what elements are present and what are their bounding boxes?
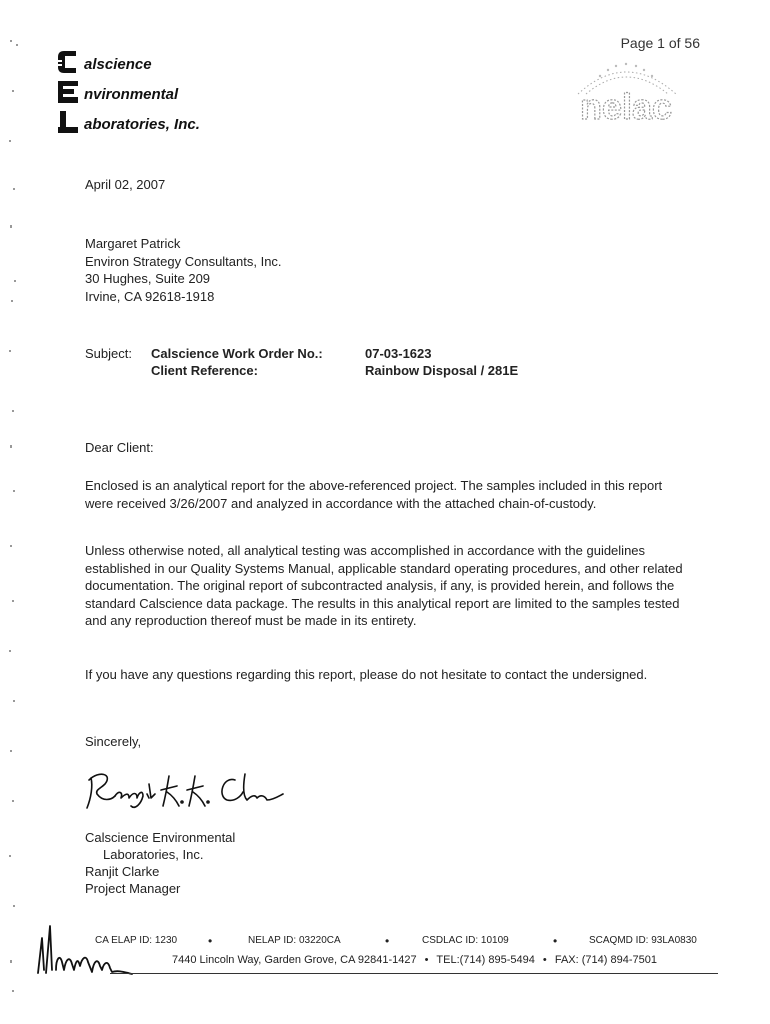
closing: Sincerely,: [85, 734, 142, 749]
recipient-street: 30 Hughes, Suite 209: [85, 271, 211, 286]
footer-bullet: •: [385, 934, 390, 948]
footer-nelap: NELAP ID: 03220CA: [248, 935, 341, 946]
letter-date: April 02, 2007: [85, 177, 166, 192]
logo-e-mark: [56, 78, 80, 106]
recipient-company: Environ Strategy Consultants, Inc.: [85, 253, 282, 269]
recipient-city: Irvine, CA 92618-1918: [85, 288, 215, 304]
signatory-name: Ranjit Clarke: [85, 864, 160, 879]
footer-scaqmd: SCAQMD ID: 93LA0830: [589, 935, 697, 946]
body-paragraph-2: Unless otherwise noted, all analytical testing was accomplished in accordance with the guidelines established in our Quality Systems Manual, applicable standard operating procedures, and other related documentation. The original report of subcontracted analysis, if any, is provided herein, and follows the standard Calscience data package. The results in this analytical report are limited to the samples tested and any reproduction thereof must be made in its entirety.: [85, 543, 683, 628]
footer-ca-elap: CA ELAP ID: 1230: [95, 935, 178, 946]
salutation: Dear Client:: [85, 440, 154, 455]
footer-address: 7440 Lincoln Way, Garden Grove, CA 92841-1427: [172, 954, 417, 966]
scan-margin-noise: [0, 0, 30, 1024]
footer-bullet: •: [424, 954, 429, 966]
signatory-company-line-2: Laboratories, Inc.: [103, 847, 204, 862]
footer-csdlac: CSDLAC ID: 10109: [422, 935, 509, 946]
work-order-label: Calscience Work Order No.:: [151, 346, 323, 361]
work-order-value: 07-03-1623: [365, 346, 432, 361]
recipient-name: Margaret Patrick: [85, 236, 181, 251]
client-reference-value: Rainbow Disposal / 281E: [365, 363, 519, 378]
logo-line-1: alscience: [84, 56, 152, 73]
body-paragraph-3: If you have any questions regarding this report, please do not hesitate to contact the undersigned.: [85, 667, 648, 682]
logo-line-3: aboratories, Inc.: [84, 116, 200, 133]
handwritten-signature: [85, 766, 285, 821]
signatory-title: Project Manager: [85, 881, 181, 896]
signatory-company-line-1: Calscience Environmental: [85, 830, 236, 845]
footer-bullet: •: [208, 934, 213, 948]
footer-contact-row: [172, 954, 662, 966]
nelac-seal-logo: [558, 52, 694, 132]
recipient-address: [85, 235, 282, 305]
footer-telephone: TEL:(714) 895-5494: [436, 954, 535, 966]
footer-bullet: •: [542, 954, 547, 966]
footer-fax: FAX: (714) 894-7501: [554, 954, 657, 966]
seal-text: nelac: [579, 86, 673, 127]
logo-c-mark: [56, 48, 80, 76]
body-paragraph-1: Enclosed is an analytical report for the above-referenced project. The samples included in this report were received 3/26/2007 and analyzed in accordance with the attached chain-of-custody.: [85, 478, 663, 511]
page-number: Page 1 of 56: [620, 35, 700, 51]
footer-handwritten-mark: [28, 918, 140, 978]
footer-bullet: •: [553, 934, 558, 948]
logo-l-mark: [56, 108, 80, 136]
company-logo: [56, 46, 276, 146]
logo-line-2: nvironmental: [84, 86, 179, 103]
client-reference-label: Client Reference:: [151, 363, 258, 378]
footer-divider: [110, 973, 718, 974]
subject-label: Subject:: [85, 346, 132, 361]
signatory-block: [85, 829, 235, 897]
